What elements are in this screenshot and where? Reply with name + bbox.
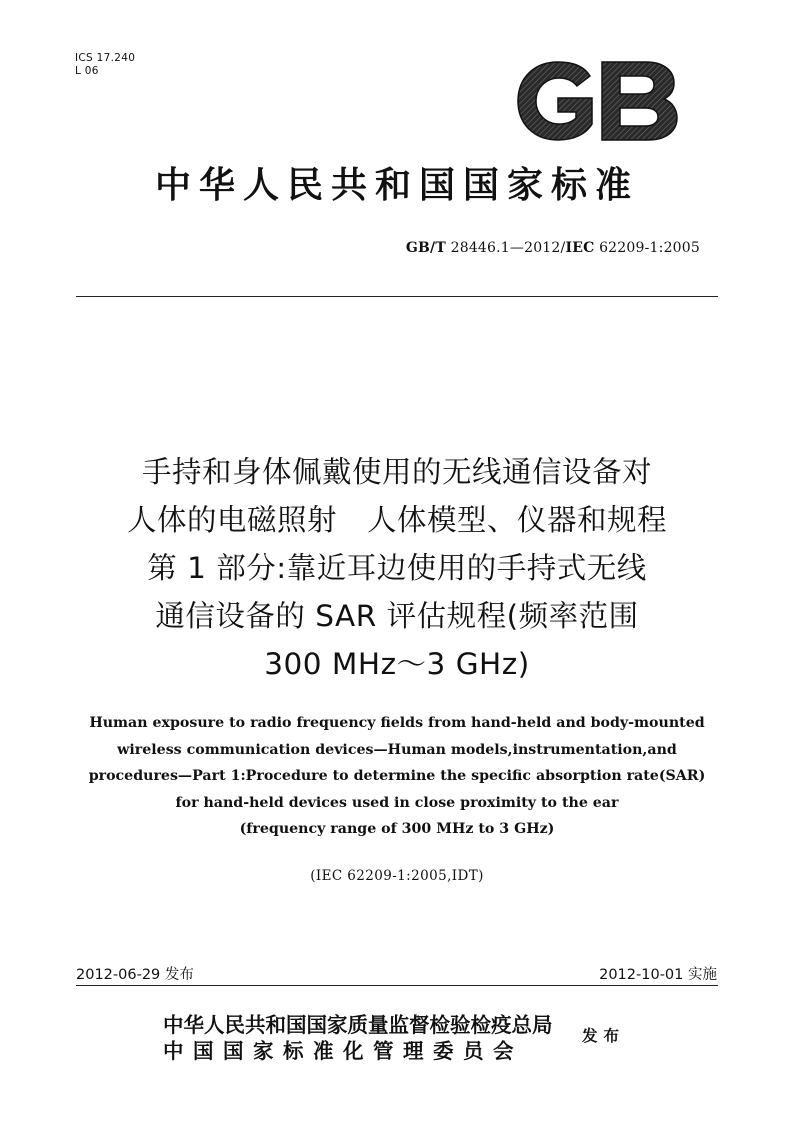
footer-divider [76, 985, 718, 986]
issuing-authorities [163, 1012, 553, 1064]
std-iec-number: 62209-1:2005 [594, 240, 700, 256]
english-title-line: procedures—Part 1:Procedure to determine the specific absorption rate(SAR) [88, 768, 706, 784]
implementation-date: 2012-10-01 实施 [599, 967, 717, 983]
issue-date: 2012-06-29 发布 [76, 967, 194, 983]
english-title-line: (frequency range of 300 MHz to 3 GHz) [239, 821, 555, 837]
chinese-title [40, 448, 754, 688]
std-prefix: GB/T [405, 240, 446, 256]
english-title [40, 710, 754, 843]
std-number: 28446.1—2012/ [445, 240, 566, 256]
ccs-code: L 06 [75, 65, 99, 77]
gb-logo [514, 58, 680, 144]
standard-number [406, 240, 700, 256]
chinese-title-line: 通信设备的 SAR 评估规程(频率范围 [155, 599, 639, 633]
english-title-line: wireless communication devices—Human models,instrumentation,and [117, 741, 677, 758]
english-title-line: Human exposure to radio frequency fields from hand-held and body-mounted [89, 715, 705, 731]
issuer-aqsiq: 中华人民共和国国家质量监督检验检疫总局 [163, 1013, 553, 1037]
issuer-sac: 中国国家标准化管理委员会 [163, 1039, 523, 1063]
national-standard-title: 中华人民共和国国家标准 [154, 165, 639, 206]
english-title-line: for hand-held devices used in close proximity to the ear [175, 794, 619, 811]
chinese-title-line: 300 MHz～3 GHz) [264, 647, 530, 681]
classification-codes [75, 52, 135, 78]
ics-code: ICS 17.240 [75, 52, 136, 64]
publish-label: 发布 [582, 1027, 626, 1045]
std-iec-prefix: IEC [565, 240, 595, 256]
header-divider [76, 296, 718, 297]
chinese-title-line: 第 1 部分:靠近耳边使用的手持式无线 [147, 551, 647, 585]
chinese-title-line: 手持和身体佩戴使用的无线通信设备对 [141, 455, 652, 489]
chinese-title-line: 人体的电磁照射 人体模型、仪器和规程 [126, 503, 667, 537]
equivalence-note: (IEC 62209-1:2005,IDT) [310, 868, 484, 884]
